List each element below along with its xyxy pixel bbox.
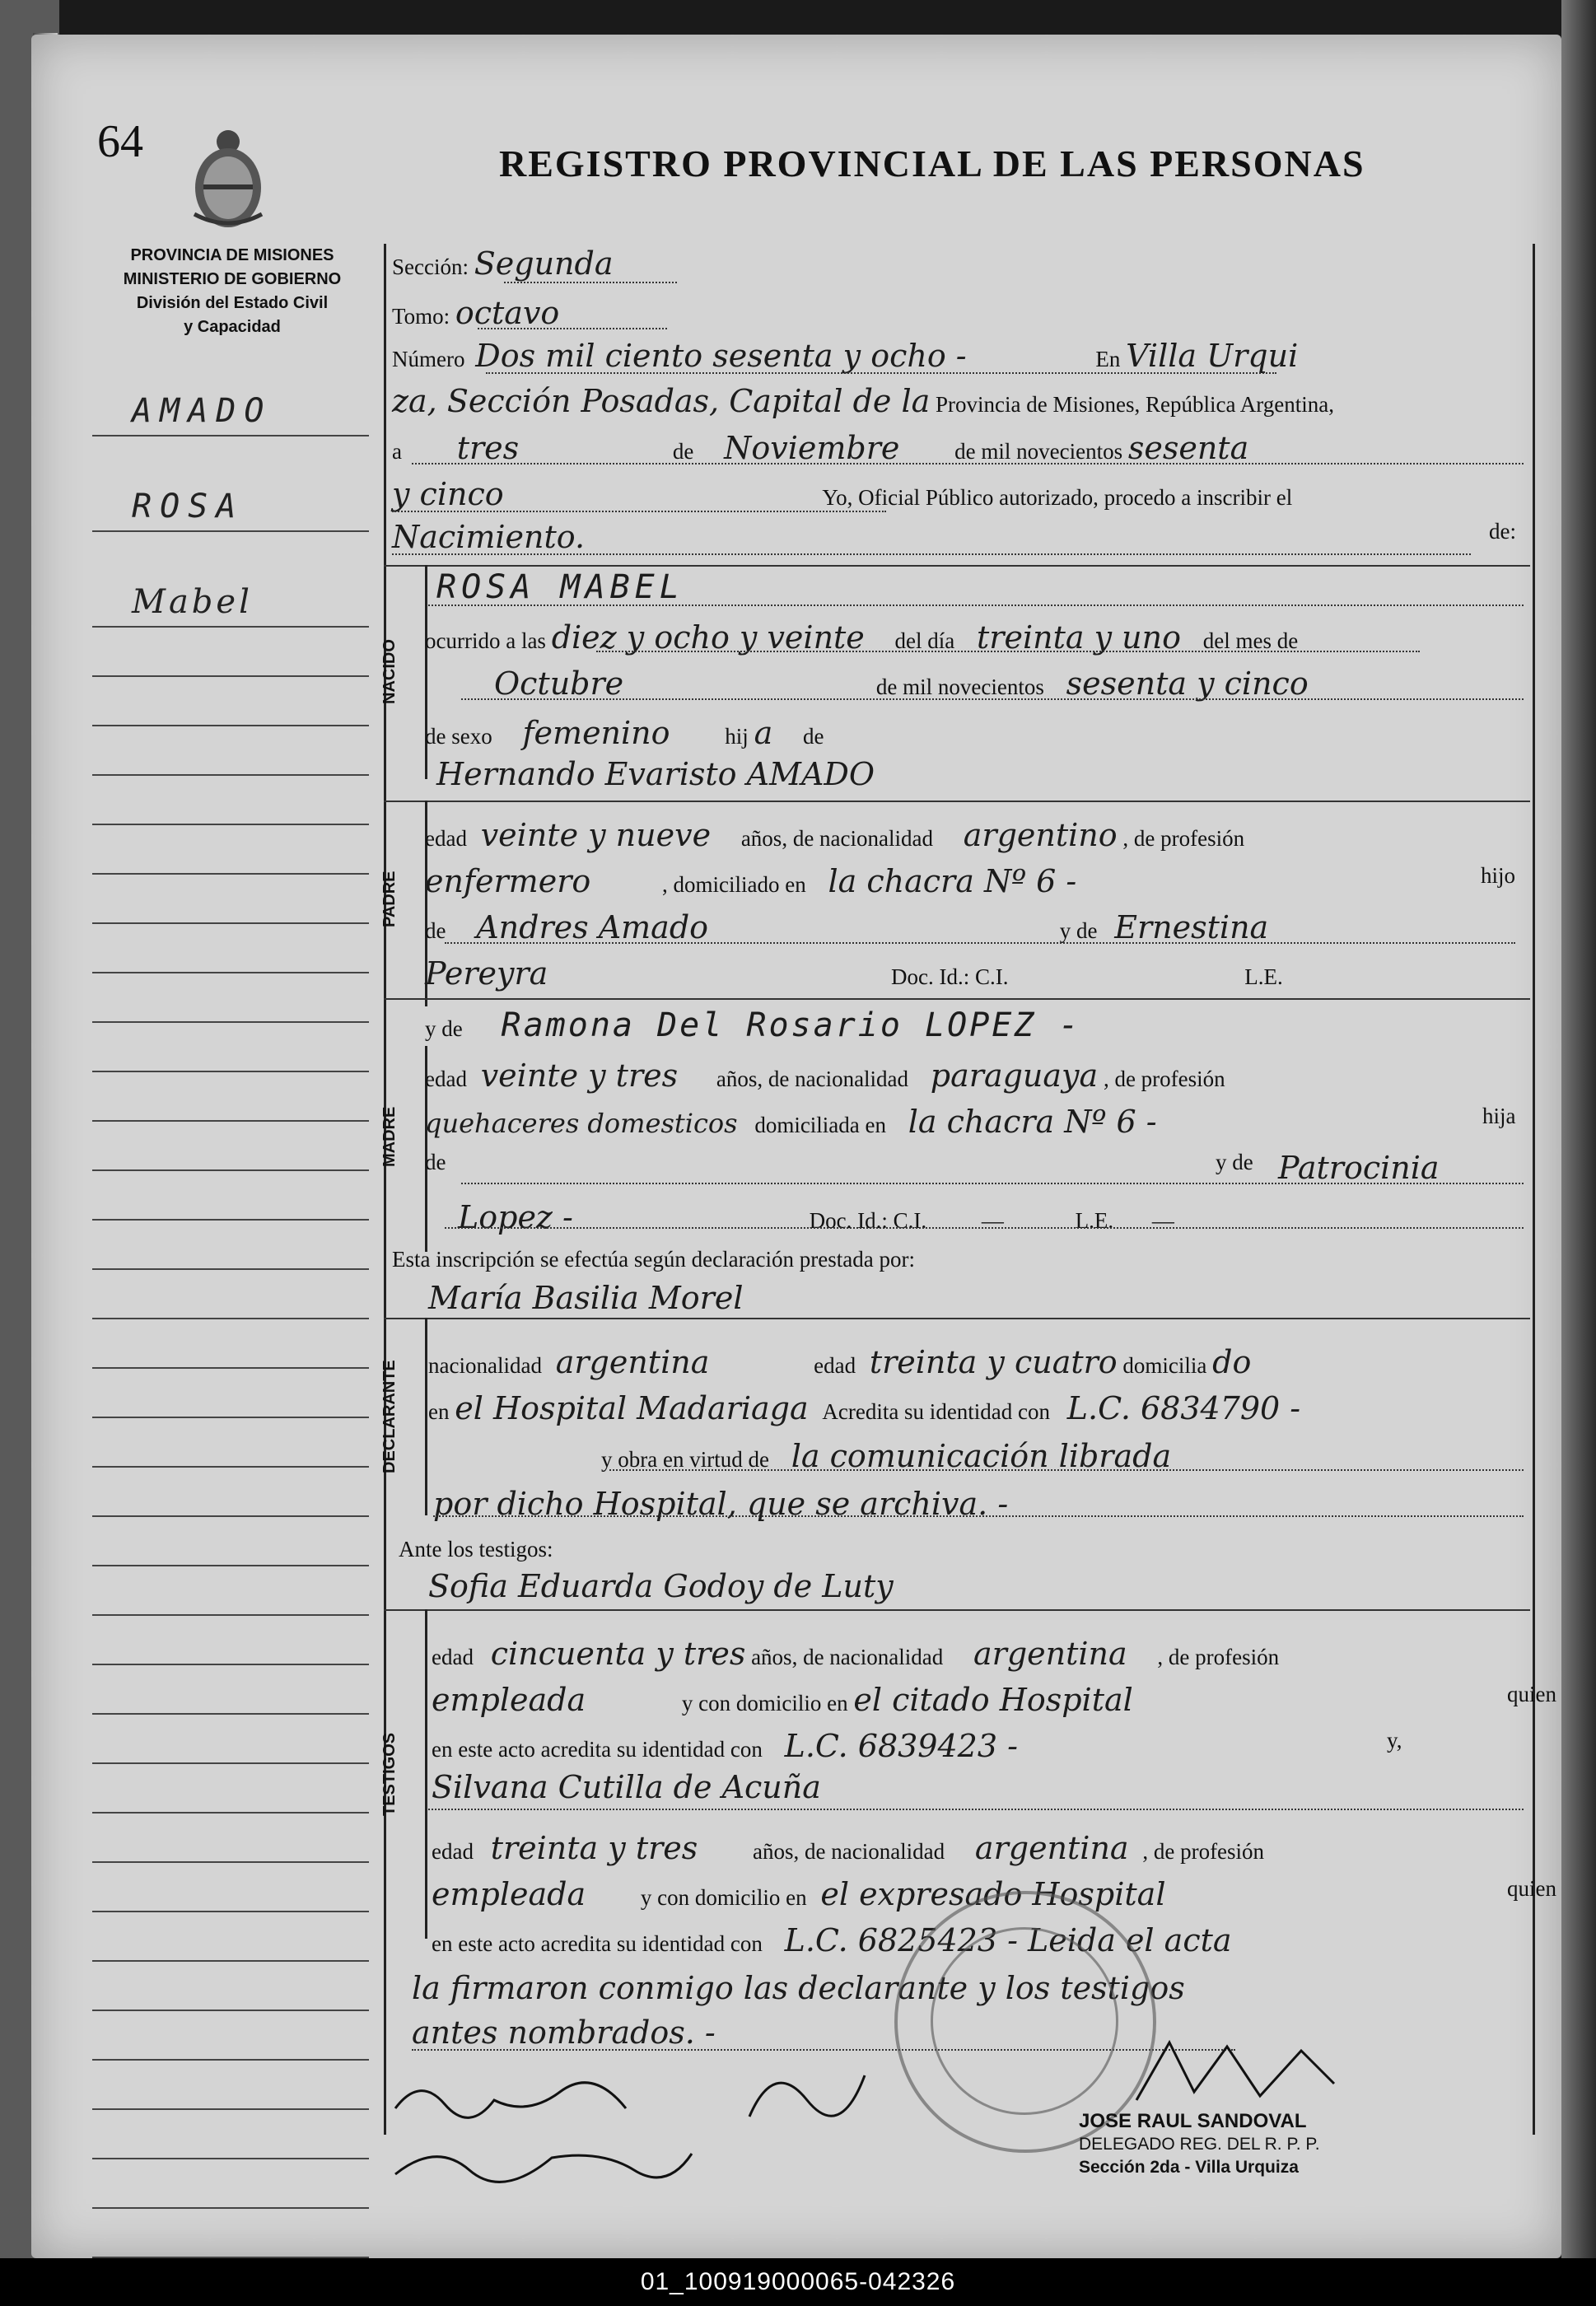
- testigo2-domicilio: el expresado Hospital: [820, 1876, 1166, 1912]
- folio-number: 64: [97, 116, 143, 167]
- office-line-4: y Capacidad: [184, 318, 281, 336]
- margin-ruled-line: [92, 1270, 369, 1319]
- madre-le-value: —: [1151, 1208, 1174, 1233]
- acredita-label: Acredita su identidad con: [822, 1399, 1051, 1424]
- abuela-paterna-2: Pereyra: [425, 955, 548, 992]
- madre-edad: veinte y tres: [480, 1057, 679, 1094]
- de-label: de: [672, 439, 694, 464]
- testigos-label: TESTIGOS: [380, 1732, 399, 1816]
- margin-ruled-line: [92, 825, 369, 875]
- fecha-dia: tres: [456, 430, 520, 466]
- t2-nombre-row: [432, 1769, 821, 1805]
- hijo-label: hijo: [1481, 863, 1516, 888]
- testigo1-domicilio: el citado Hospital: [853, 1682, 1133, 1718]
- abuelo-paterno: Andres Amado: [476, 909, 709, 945]
- margin-ruled-line: [92, 628, 369, 677]
- t1-anios-label: años, de nacionalidad: [751, 1645, 944, 1669]
- lugar-row: [392, 383, 1334, 419]
- testigo2-profesion: empleada: [432, 1876, 586, 1912]
- obra-label: y obra en virtud de: [601, 1447, 769, 1472]
- madre-yde2-label: y de: [1216, 1150, 1253, 1174]
- numero-label: Número: [392, 347, 465, 371]
- testigo1-profesion: empleada: [432, 1682, 586, 1718]
- oficial-signature: [1120, 2026, 1367, 2117]
- fecha-row: [392, 430, 1248, 466]
- nacido-nombre-row: [436, 568, 684, 606]
- testigo2-documento: L.C. 6825423 - Leida el acta: [784, 1922, 1232, 1958]
- abuela-materna-1: Patrocinia: [1278, 1150, 1440, 1186]
- t2-acredita-label: en este acto acredita su identidad con: [432, 1931, 763, 1956]
- office-line-3: División del Estado Civil: [136, 294, 329, 312]
- abuela-paterna-1: Ernestina: [1114, 909, 1269, 945]
- madre-doc-row: [425, 1199, 1174, 1235]
- oficial-nombre: JOSE RAUL SANDOVAL: [1079, 2110, 1307, 2132]
- oficial-seccion: Sección 2da - Villa Urquiza: [1079, 2158, 1299, 2177]
- declarante-lugar: el Hospital Madariaga: [455, 1390, 809, 1426]
- declarante-nombre-row: [428, 1280, 744, 1316]
- margin-index: [92, 387, 369, 2258]
- margin-ruled-line: [92, 2110, 369, 2159]
- margin-ruled-line: [92, 1319, 369, 1369]
- madre-profesion: quehaceres domesticos: [425, 1108, 738, 1139]
- testigos-section: [380, 1609, 427, 1939]
- cierre-row-2: [412, 2014, 716, 2051]
- nacido-sexo: femenino: [522, 715, 670, 751]
- t1-profesion-label: , de profesión: [1157, 1645, 1280, 1669]
- padre-de-label: de: [425, 918, 446, 943]
- margin-line: [92, 387, 369, 436]
- office-line-2: MINISTERIO DE GOBIERNO: [123, 270, 342, 288]
- fecha-anio-2: y cinco: [392, 476, 504, 512]
- padre-nombre-row: [436, 756, 875, 792]
- declarante-nacionalidad: argentina: [555, 1344, 710, 1380]
- margin-ruled-line: [92, 776, 369, 825]
- t2-edad-row: [432, 1830, 1264, 1866]
- hij-suffix: a: [754, 715, 773, 751]
- anios-label: años, de nacionalidad: [740, 826, 933, 851]
- mes-row: [494, 665, 1309, 702]
- margin-line: [92, 532, 369, 628]
- testigo2-edad: treinta y tres: [490, 1830, 698, 1866]
- tipo-inscripcion: Nacimiento.: [392, 519, 586, 555]
- tipo-row: [392, 519, 1516, 555]
- madre-le-label: L.E.: [1075, 1208, 1114, 1233]
- mil-label: de mil novecientos: [954, 439, 1123, 464]
- abuela-materna-2: Lopez -: [458, 1199, 573, 1235]
- hija-label: hija: [1482, 1104, 1516, 1128]
- madre-de-label: de: [425, 1150, 446, 1174]
- declarante-label: DECLARANTE: [380, 1360, 399, 1473]
- nacido-label: NACIDO: [380, 639, 399, 705]
- declarante-intro: Esta inscripción se efectúa según declaración prestada por:: [392, 1247, 915, 1272]
- tomo-label: Tomo:: [392, 304, 450, 329]
- t2-anios-label: años, de nacionalidad: [753, 1839, 945, 1864]
- tomo-value: octavo: [455, 295, 560, 331]
- page-edge: [1561, 0, 1596, 2306]
- margin-ruled-line: [92, 1418, 369, 1468]
- padre-label: PADRE: [380, 871, 399, 928]
- nacido-mes: Octubre: [494, 665, 624, 702]
- t2-edad-label: edad: [432, 1839, 474, 1864]
- numero-value: Dos mil ciento sesenta y ocho -: [475, 338, 967, 374]
- madre-domicilio: la chacra Nº 6 -: [908, 1104, 1157, 1140]
- seccion-value: Segunda: [474, 245, 614, 282]
- testigo2-nombre: Silvana Cutilla de Acuña: [432, 1769, 821, 1805]
- margin-ruled-line: [92, 2209, 369, 2258]
- lugar-1: Villa Urqui: [1126, 338, 1299, 374]
- testigo1-nacionalidad: argentina: [973, 1636, 1127, 1672]
- testigo2-nacionalidad: argentina: [974, 1830, 1129, 1866]
- margin-ruled-line: [92, 875, 369, 924]
- fecha-anio-1: sesenta: [1127, 430, 1249, 466]
- a-label: a: [392, 439, 402, 464]
- virtud-1: la comunicación librada: [791, 1438, 1172, 1474]
- padre-doc-label: Doc. Id.: C.I.: [891, 964, 1009, 989]
- fecha-mes: Noviembre: [724, 430, 900, 466]
- margin-ruled-line: [92, 924, 369, 973]
- madre-anios-label: años, de nacionalidad: [716, 1067, 909, 1091]
- en-label: En: [1095, 347, 1121, 371]
- margin-ruled-line: [92, 973, 369, 1023]
- sexo-row: [425, 715, 824, 751]
- padre-yde-label: y de: [1059, 918, 1098, 943]
- declarante-nac-label: nacionalidad: [428, 1353, 542, 1378]
- padre-padres-row: [425, 909, 1268, 945]
- oficial-cargo: DELEGADO REG. DEL R. P. P.: [1079, 2135, 1320, 2154]
- margin-ruled-line: [92, 1072, 369, 1122]
- nacido-dia: treinta y uno: [977, 619, 1181, 656]
- declarante-documento: L.C. 6834790 -: [1066, 1390, 1301, 1426]
- padre-edad-row: [425, 817, 1244, 853]
- declarante-edad: treinta y cuatro: [869, 1344, 1118, 1380]
- de-colon: de:: [1489, 519, 1516, 544]
- margin-ruled-line: [92, 2159, 369, 2209]
- margin-ruled-line: [92, 1863, 369, 1912]
- cierre-1: la firmaron conmigo las declarante y los testigos: [412, 1970, 1185, 2006]
- margin-ruled-line: [92, 1665, 369, 1715]
- t2-profesion-label: , de profesión: [1142, 1839, 1265, 1864]
- margin-apellido: AMADO: [132, 392, 273, 430]
- hij-label: hij: [725, 724, 749, 749]
- madre-edad-row: [425, 1057, 1225, 1094]
- margin-ruled-line: [92, 677, 369, 726]
- padre-section: [380, 801, 427, 1006]
- margin-ruled-line: [92, 1023, 369, 1072]
- margin-ruled-line: [92, 2011, 369, 2061]
- coat-of-arms-icon: [186, 124, 270, 232]
- t1-edad-label: edad: [432, 1645, 474, 1669]
- yo-text: Yo, Oficial Público autorizado, procedo a inscribir el: [822, 485, 1293, 510]
- margin-ruled-line: [92, 1566, 369, 1616]
- margin-ruled-line: [92, 1715, 369, 1764]
- madre-profesion-row: [425, 1104, 1516, 1140]
- stamp-inner-ring: [931, 1927, 1118, 2115]
- image-id-footer: 01_100919000065-042326: [0, 2258, 1596, 2306]
- padre-profesion: enfermero: [425, 863, 591, 899]
- issuing-office: [92, 244, 372, 339]
- padre-le-label: L.E.: [1244, 964, 1283, 989]
- domicilio-label: , domiciliado en: [662, 872, 806, 897]
- t1-y-label: y,: [1387, 1728, 1402, 1753]
- madre-yde-label: y de: [425, 1016, 463, 1041]
- madre-label: MADRE: [380, 1106, 399, 1167]
- t1-prof-row: [432, 1682, 1556, 1718]
- padre-doc-row: [425, 955, 1283, 992]
- margin-line: [92, 436, 369, 532]
- declarante-en-label: en: [428, 1399, 450, 1424]
- margin-ruled-line: [92, 1962, 369, 2011]
- del-mes-label: del mes de: [1202, 628, 1299, 653]
- t1-acredita-label: en este acto acredita su identidad con: [432, 1737, 763, 1762]
- t1-doc-row: [432, 1728, 1402, 1764]
- margin-ruled-line: [92, 1468, 369, 1517]
- cierre-2: antes nombrados. -: [412, 2014, 716, 2051]
- testigo2-signature: [733, 2051, 881, 2141]
- t1-domicilio-label: y con domicilio en: [681, 1691, 848, 1715]
- margin-ruled-line: [92, 1764, 369, 1814]
- madre-profesion-label: , de profesión: [1103, 1067, 1225, 1091]
- nacido-section: [380, 565, 427, 779]
- padre-profesion-row: [425, 863, 1516, 899]
- office-line-1: PROVINCIA DE MISIONES: [130, 246, 334, 264]
- seccion-row: [392, 245, 614, 282]
- page-title: REGISTRO PROVINCIAL DE LAS PERSONAS: [499, 142, 1365, 184]
- virtud-2: por dicho Hospital, que se archiva. -: [433, 1486, 1009, 1522]
- testigo1-nombre: Sofia Eduarda Godoy de Luty: [428, 1568, 894, 1604]
- margin-ruled-line: [92, 1369, 369, 1418]
- madre-edad-label: edad: [425, 1067, 467, 1091]
- declarante-nac-row: [428, 1344, 1251, 1380]
- nacido-mil-label: de mil novecientos: [875, 675, 1044, 699]
- declarante-lugar-row: [428, 1390, 1300, 1426]
- margin-ruled-line: [92, 1122, 369, 1171]
- padre-nombre: Hernando Evaristo AMADO: [436, 756, 875, 792]
- margin-nombre2: Mabel: [132, 583, 253, 621]
- margin-ruled-line: [92, 1616, 369, 1665]
- madre-section: [380, 1046, 427, 1252]
- ocurrido-label: ocurrido a las: [425, 628, 546, 653]
- del-dia-label: del día: [894, 628, 955, 653]
- sexo-label: de sexo: [425, 724, 492, 749]
- seccion-label: Sección:: [392, 254, 469, 279]
- margin-ruled-line: [92, 726, 369, 776]
- madre-domicilio-label: domiciliada en: [754, 1113, 887, 1137]
- t2-domicilio-label: y con domicilio en: [640, 1885, 807, 1910]
- nacido-de-label: de: [802, 724, 824, 749]
- t2-quien-label: quien: [1507, 1876, 1556, 1901]
- nacido-anio: sesenta y cinco: [1066, 665, 1309, 702]
- testigo1-edad: cincuenta y tres: [490, 1636, 746, 1672]
- edad-label: edad: [425, 826, 467, 851]
- provincia-text: Provincia de Misiones, República Argentina,: [936, 392, 1334, 417]
- padre-edad: veinte y nueve: [480, 817, 712, 853]
- margin-nombre1: ROSA: [132, 488, 245, 525]
- madre-padres-row: [425, 1150, 1440, 1186]
- t1-edad-row: [432, 1636, 1279, 1672]
- madre-ci-value: —: [981, 1208, 1004, 1233]
- testigos-intro: Ante los testigos:: [399, 1537, 553, 1561]
- profesion-label: , de profesión: [1122, 826, 1245, 851]
- margin-ruled-line: [92, 2061, 369, 2110]
- t1-quien-label: quien: [1507, 1682, 1556, 1706]
- padre-nacionalidad: argentino: [963, 817, 1118, 853]
- madre-nombre-row: [425, 1006, 1081, 1044]
- nacido-hora: diez y ocho y veinte: [551, 619, 865, 656]
- declarante-edad-label: edad: [814, 1353, 856, 1378]
- declarante-domicilio-suffix: do: [1212, 1344, 1252, 1380]
- margin-ruled-line: [92, 1517, 369, 1566]
- madre-doc-label: Doc. Id.: C.I.: [809, 1208, 927, 1233]
- margin-ruled-line: [92, 1912, 369, 1962]
- margin-ruled-line: [92, 1221, 369, 1270]
- madre-nacionalidad: paraguaya: [930, 1057, 1099, 1094]
- declarante-section: [380, 1318, 427, 1515]
- margin-ruled-line: [92, 1814, 369, 1863]
- t1-nombre-row: [428, 1568, 894, 1604]
- yo-row: [392, 476, 1292, 512]
- lugar-2: za, Sección Posadas, Capital de la: [392, 383, 931, 419]
- numero-row: [392, 338, 1298, 374]
- margin-ruled-line: [92, 1171, 369, 1221]
- testigo1-documento: L.C. 6839423 -: [784, 1728, 1018, 1764]
- madre-nombre: Ramona Del Rosario LOPEZ -: [501, 1006, 1081, 1044]
- padre-domicilio: la chacra Nº 6 -: [828, 863, 1077, 899]
- declarante-nombre: María Basilia Morel: [428, 1280, 744, 1316]
- declarante-domicilio-label: domicilia: [1122, 1353, 1207, 1378]
- nacido-nombre: ROSA MABEL: [436, 568, 684, 606]
- tomo-row: [392, 295, 559, 331]
